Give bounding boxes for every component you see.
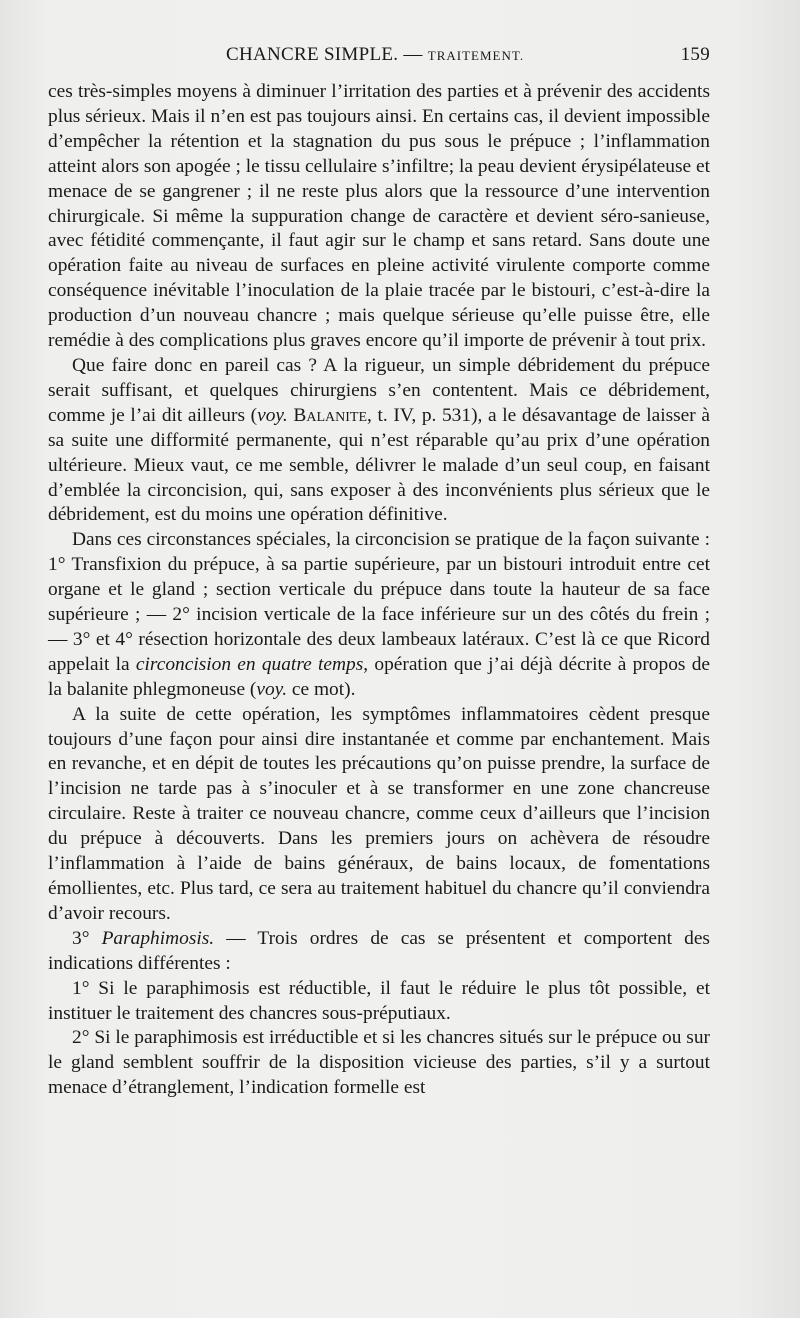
voy-reference-2: voy. bbox=[256, 678, 288, 700]
section-number: 3° bbox=[72, 927, 102, 949]
balanite-reference: Balanite bbox=[293, 404, 368, 426]
paragraph-circoncision-text-c: ce mot). bbox=[287, 678, 356, 700]
running-title bbox=[226, 44, 524, 66]
running-title-sub: TRAITEMENT. bbox=[427, 48, 525, 63]
paragraph-debridement-text-b: , t. IV, p. 531), a le désavantage de laisser à sa suite une difformité permanente, qui n’est réparable qu’au prix d’une opération ultérieure. Mieux vaut, ce me semble, délivrer le malade d’un seul coup, en faisant d’emblée la circoncision, qui, sans exposer à des inconvénients plus sérieux que le débridement, est du moins une opération définitive. bbox=[48, 404, 710, 526]
circoncision-term: circoncision en quatre temps bbox=[135, 653, 364, 675]
voy-reference: voy. bbox=[257, 404, 288, 426]
paragraph-suite-operation: A la suite de cette opération, les symptômes inflammatoires cèdent presque toujours d’une façon pour ainsi dire instantanée et comme par enchantement. Mais en revanche, et en dépit de toutes les précautions qu’on puisse prendre, la surface de l’incision ne tarde pas à s’inoculer et à se transformer en une zone chancreuse circulaire. Reste à traiter ce nouveau chancre, comme ceux d’ailleurs que l’incision du prépuce à découverts. Dans les premiers jours on achèvera de résoudre l’inflammation à l’aide de bains généraux, de bains locaux, de fomentations émollientes, etc. Plus tard, ce sera au traitement habituel du chancre qu’il conviendra d’avoir recours. bbox=[48, 703, 710, 924]
paragraph-debridement-text-a: Que faire donc en pareil cas ? A la rigueur, un simple débridement du prépuce serait suffisant, et quelques chirurgiens s’en contentent. Mais ce débridement, comme je l’ai dit ailleurs ( bbox=[48, 354, 710, 426]
running-title-main: CHANCRE SIMPLE. — bbox=[226, 44, 423, 65]
paragraph-circoncision-text-b: , opération que j’ai déjà décrite à propos de la balanite phlegmoneuse ( bbox=[48, 653, 710, 700]
paragraph-irreductible: 2° Si le paraphimosis est irréductible et si les chancres situés sur le prépuce ou sur le gland semblent souffrir de la disposition vicieuse des parties, s’il y a surtout menace d’étranglement, l’indication formelle est bbox=[48, 1027, 710, 1099]
paragraph-continuation: ces très-simples moyens à diminuer l’irritation des parties et à prévenir des accidents plus sérieux. Mais il n’en est pas toujours ainsi. En certains cas, il devient impossible d’empêcher la rétention et la stagnation du pus sous le prépuce ; l’inflammation atteint alors son apogée ; le tissu cellulaire s’infiltre; la peau devient érysipélateuse et menace de se gangrener ; il ne reste plus alors que la ressource d’une intervention chirurgicale. Si même la suppuration change de caractère et devient séro-sanieuse, avec fétidité commençante, il faut agir sur le champ et sans retard. Sans doute une opération faite au niveau de surfaces en pleine activité virulente comporte comme conséquence inévitable l’inoculation de la plaie tracée par le bistouri, c’est-à-dire la production d’un nouveau chancre ; mais quelque sérieuse qu’elle puisse être, elle remédie à des complications plus graves encore qu’il importe de prévenir à tout prix. bbox=[48, 81, 710, 352]
paragraph-reductible: 1° Si le paraphimosis est réductible, il faut le réduire le plus tôt possible, et instituer le traitement des chancres sous-préputiaux. bbox=[48, 977, 710, 1024]
running-head bbox=[48, 44, 710, 70]
section-heading-paraphimosis: Paraphimosis. bbox=[101, 927, 215, 949]
paragraph-paraphimosis bbox=[48, 927, 710, 977]
paragraph-debridement bbox=[48, 354, 710, 528]
paragraph-paraphimosis-text: — Trois ordres de cas se présentent et comportent des indications différentes : bbox=[48, 927, 710, 974]
paragraph-circoncision bbox=[48, 528, 710, 702]
body-text bbox=[48, 80, 710, 1101]
page-number: 159 bbox=[680, 44, 710, 65]
paragraph-circoncision-text-a: Dans ces circonstances spéciales, la circoncision se pratique de la façon suivante : 1° Transfixion du prépuce, à sa partie supérieure, par un bistouri introduit entre cet organe et le gland ; section verticale du prépuce dans toute la hauteur de sa face supérieure ; — 2° incision verticale de la face inférieure sur un des côtés du frein ; — 3° et 4° résection horizontale des deux lambeaux latéraux. C’est là ce que Ricord appelait la bbox=[48, 529, 710, 675]
